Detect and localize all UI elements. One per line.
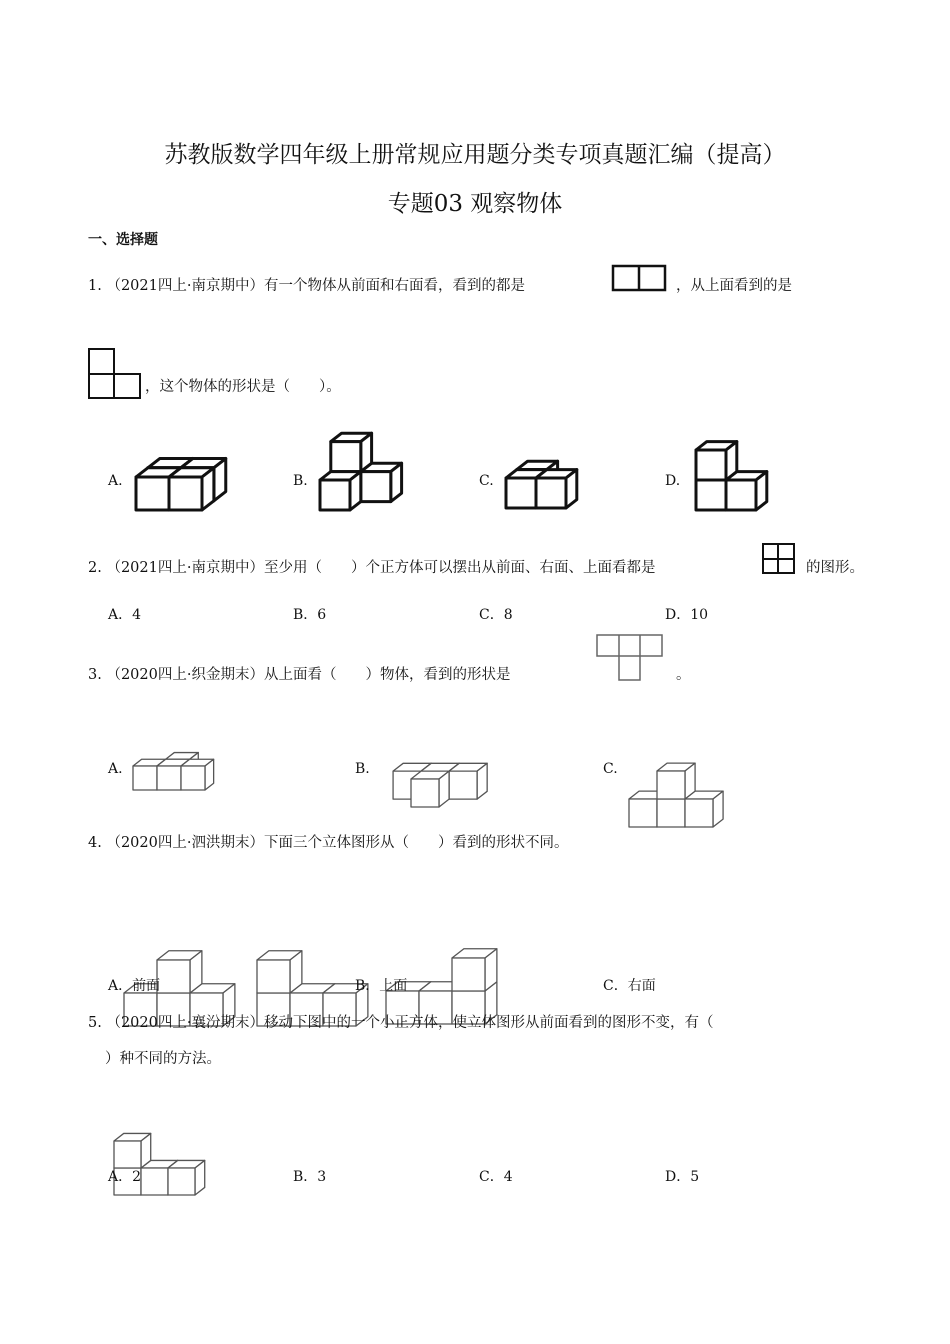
cube-face <box>726 442 737 480</box>
question-text: 至少用（ ）个正方体可以摆出从前面、右面、上面看都是 <box>263 560 656 576</box>
cube-face <box>696 450 726 480</box>
question-text: ）种不同的方法。 <box>105 1051 221 1067</box>
option-a[interactable]: A．前面 <box>108 978 161 994</box>
grid-view-figure <box>762 543 796 575</box>
option-c[interactable]: C. <box>479 473 494 489</box>
top-view-figure <box>88 348 142 400</box>
question-text: ，这个物体的形状是（ ）。 <box>145 379 341 395</box>
cube-figure-q3-c <box>629 763 729 829</box>
cube-face <box>685 799 713 827</box>
question-text: 下面三个立体图形从（ ）看到的形状不同。 <box>263 835 569 851</box>
cube-face <box>331 442 361 472</box>
cube-face <box>214 459 226 501</box>
cube-figure-q1-b <box>320 432 400 512</box>
question-source: （2020四上·织金期末） <box>106 667 264 683</box>
question-source: （2021四上·南京期中） <box>106 560 264 576</box>
cube-figure-q1-a <box>136 462 216 512</box>
cube-face <box>696 480 726 510</box>
cube-face <box>566 470 577 508</box>
cube-face <box>726 480 756 510</box>
option-d[interactable]: D. <box>665 473 681 489</box>
question-text: 从上面看（ ）物体，看到的形状是 <box>263 667 511 683</box>
question-source: （2020四上·泗洪期末） <box>106 835 264 851</box>
question-number: 3. <box>88 667 102 683</box>
option-a[interactable]: A．4 <box>108 607 142 623</box>
cube-face <box>141 1168 168 1195</box>
cube-figure-q1-c <box>506 460 576 510</box>
cube-figure-q1-d <box>696 442 766 512</box>
option-b[interactable]: B. <box>293 473 308 489</box>
cube-face <box>181 766 205 790</box>
question-text: 有一个物体从前面和右面看，看到的都是 <box>263 278 525 294</box>
question-1 <box>88 274 525 295</box>
cube-face <box>136 477 169 510</box>
cube-figure-q3-b <box>383 775 483 809</box>
question-3 <box>88 663 510 684</box>
option-a[interactable]: A. <box>108 761 123 777</box>
cube-figure-q3-a <box>133 766 223 792</box>
question-2 <box>88 556 655 577</box>
document-subtitle: 专题03 观察物体 <box>387 191 563 217</box>
question-source: （2021四上·南京期中） <box>106 278 264 294</box>
option-c[interactable]: C．8 <box>479 607 513 623</box>
cube-face <box>657 799 685 827</box>
cube-face <box>361 433 372 471</box>
t-shape-view-figure <box>596 634 664 682</box>
question-4 <box>88 831 568 852</box>
question-text: ，从上面看到的是 <box>676 278 792 294</box>
question-number: 1. <box>88 278 102 294</box>
question-source: （2020四上·襄汾期末） <box>106 1015 264 1031</box>
question-text: 移动下图中的一个小正方体，使立体图形从前面看到的图形不变，有（ <box>263 1015 714 1031</box>
option-c[interactable]: C．右面 <box>603 978 656 994</box>
cube-face <box>629 799 657 827</box>
cube-face <box>169 477 202 510</box>
option-d[interactable]: D．5 <box>665 1169 700 1185</box>
cube-face <box>133 766 157 790</box>
question-number: 2. <box>88 560 102 576</box>
option-a[interactable]: A. <box>108 473 123 489</box>
question-text: 的图形。 <box>806 560 864 576</box>
cube-face <box>157 960 190 993</box>
cube-face <box>257 960 290 993</box>
option-b[interactable]: B. <box>355 761 370 777</box>
option-b[interactable]: B．上面 <box>355 978 408 994</box>
front-view-figure <box>612 265 668 291</box>
cube-face <box>157 766 181 790</box>
cube-face <box>449 771 477 799</box>
option-b[interactable]: B．3 <box>293 1169 327 1185</box>
cube-face <box>452 958 485 991</box>
cube-face <box>114 1141 141 1168</box>
section-heading: 一、选择题 <box>88 232 158 248</box>
option-c[interactable]: C．4 <box>479 1169 513 1185</box>
question-number: 5. <box>88 1015 102 1031</box>
cube-face <box>506 478 536 508</box>
cube-face <box>411 779 439 807</box>
cube-face <box>657 771 685 799</box>
cube-face <box>320 480 350 510</box>
option-c[interactable]: C. <box>603 761 618 777</box>
cube-face <box>361 472 391 502</box>
question-5 <box>88 1011 713 1032</box>
cube-face <box>391 463 402 501</box>
option-d[interactable]: D．10 <box>665 607 709 623</box>
option-a[interactable]: A．2 <box>108 1169 142 1185</box>
question-text: 。 <box>676 667 691 683</box>
cube-face <box>202 468 214 510</box>
cube-face <box>350 472 361 510</box>
question-number: 4. <box>88 835 102 851</box>
cube-face <box>168 1168 195 1195</box>
option-b[interactable]: B．6 <box>293 607 327 623</box>
document-title: 苏教版数学四年级上册常规应用题分类专项真题汇编（提高） <box>164 142 786 168</box>
cube-face <box>756 472 767 510</box>
cube-face <box>536 478 566 508</box>
